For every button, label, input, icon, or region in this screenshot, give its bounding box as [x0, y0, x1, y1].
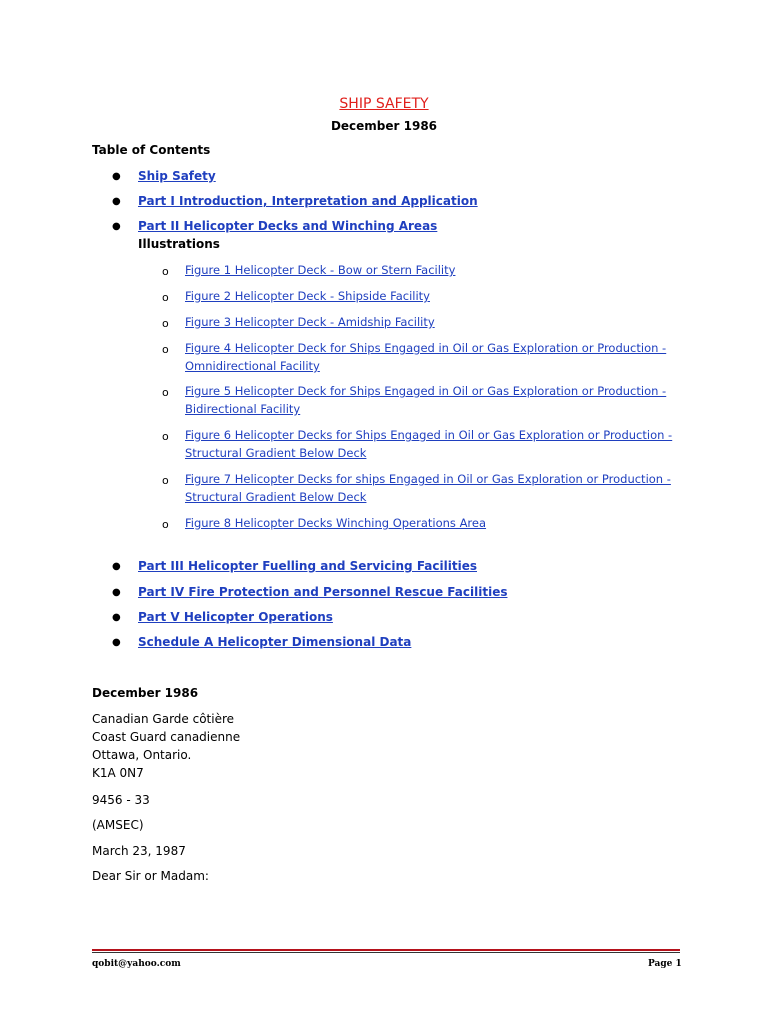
circle-bullet-icon: o: [162, 430, 169, 443]
toc-item-part-iii[interactable]: [138, 559, 477, 573]
illustrations-label: Illustrations: [138, 237, 220, 251]
figure-link-text[interactable]: Figure 3 Helicopter Deck - Amidship Facility: [185, 315, 435, 329]
toc-item-part-v[interactable]: [138, 610, 333, 624]
figure-link-7[interactable]: [185, 470, 685, 506]
figure-link-text[interactable]: Figure 1 Helicopter Deck - Bow or Stern Facility: [185, 263, 456, 277]
figure-link-2[interactable]: [185, 287, 685, 305]
toc-link[interactable]: Part II Helicopter Decks and Winching Areas: [138, 219, 438, 233]
address-block: [92, 710, 240, 782]
figure-link-1[interactable]: [185, 261, 685, 279]
footer-rule: [92, 949, 680, 951]
toc-link[interactable]: Ship Safety: [138, 169, 216, 183]
reference: (AMSEC): [92, 818, 144, 832]
circle-bullet-icon: o: [162, 317, 169, 330]
toc-link[interactable]: Part I Introduction, Interpretation and Application: [138, 194, 478, 208]
figure-link-text[interactable]: Bidirectional Facility: [185, 402, 301, 416]
footer-email: qobit@yahoo.com: [92, 959, 181, 969]
toc-item-part-iv[interactable]: [138, 585, 507, 599]
address-line: Ottawa, Ontario.: [92, 748, 192, 762]
figure-link-text[interactable]: Figure 2 Helicopter Deck - Shipside Facility: [185, 289, 430, 303]
figure-link-text[interactable]: Structural Gradient Below Deck: [185, 446, 367, 460]
address-line: Coast Guard canadienne: [92, 730, 241, 744]
figure-link-4[interactable]: [185, 339, 685, 375]
toc-link[interactable]: Schedule A Helicopter Dimensional Data: [138, 635, 412, 649]
bullet-icon: ●: [112, 221, 121, 232]
address-line: Canadian Garde côtière: [92, 712, 235, 726]
letter-heading: December 1986: [92, 686, 199, 700]
address-line: K1A 0N7: [92, 766, 144, 780]
figure-link-8[interactable]: [185, 514, 685, 532]
figure-link-text[interactable]: Figure 7 Helicopter Decks for ships Engaged in Oil or Gas Exploration or Production -: [185, 472, 671, 486]
figure-link-6[interactable]: [185, 426, 685, 462]
toc-item-schedule-a[interactable]: [138, 635, 411, 649]
document-title: SHIP SAFETY: [339, 96, 429, 112]
bullet-icon: ●: [112, 612, 121, 623]
figure-link-text[interactable]: Omnidirectional Facility: [185, 359, 320, 373]
file-number: 9456 - 33: [92, 793, 150, 807]
letter-date: March 23, 1987: [92, 844, 186, 858]
bullet-icon: ●: [112, 171, 121, 182]
bullet-icon: ●: [112, 561, 121, 572]
toc-heading: Table of Contents: [92, 143, 211, 157]
circle-bullet-icon: o: [162, 474, 169, 487]
circle-bullet-icon: o: [162, 265, 169, 278]
circle-bullet-icon: o: [162, 343, 169, 356]
toc-item-part-i[interactable]: [138, 194, 478, 208]
footer-rule-thin: [92, 952, 680, 953]
circle-bullet-icon: o: [162, 291, 169, 304]
toc-item-ship-safety[interactable]: [138, 169, 216, 183]
toc-link[interactable]: Part V Helicopter Operations: [138, 610, 333, 624]
figure-link-text[interactable]: Figure 6 Helicopter Decks for Ships Engaged in Oil or Gas Exploration or Production -: [185, 428, 673, 442]
figure-link-text[interactable]: Figure 8 Helicopter Decks Winching Operations Area: [185, 516, 487, 530]
document-date: December 1986: [330, 119, 438, 133]
salutation: Dear Sir or Madam:: [92, 869, 209, 883]
figure-link-3[interactable]: [185, 313, 685, 331]
figure-link-text[interactable]: Figure 5 Helicopter Deck for Ships Engaged in Oil or Gas Exploration or Production -: [185, 384, 667, 398]
bullet-icon: ●: [112, 196, 121, 207]
figure-link-text[interactable]: Figure 4 Helicopter Deck for Ships Engaged in Oil or Gas Exploration or Production -: [185, 341, 667, 355]
footer-page-number: Page 1: [648, 959, 682, 969]
bullet-icon: ●: [112, 587, 121, 598]
bullet-icon: ●: [112, 637, 121, 648]
figure-link-5[interactable]: [185, 382, 685, 418]
figure-link-text[interactable]: Structural Gradient Below Deck: [185, 490, 367, 504]
circle-bullet-icon: o: [162, 386, 169, 399]
toc-link[interactable]: Part IV Fire Protection and Personnel Rescue Facilities: [138, 585, 508, 599]
toc-link[interactable]: Part III Helicopter Fuelling and Servicing Facilities: [138, 559, 477, 573]
toc-item-part-ii[interactable]: [138, 219, 437, 233]
circle-bullet-icon: o: [162, 518, 169, 531]
